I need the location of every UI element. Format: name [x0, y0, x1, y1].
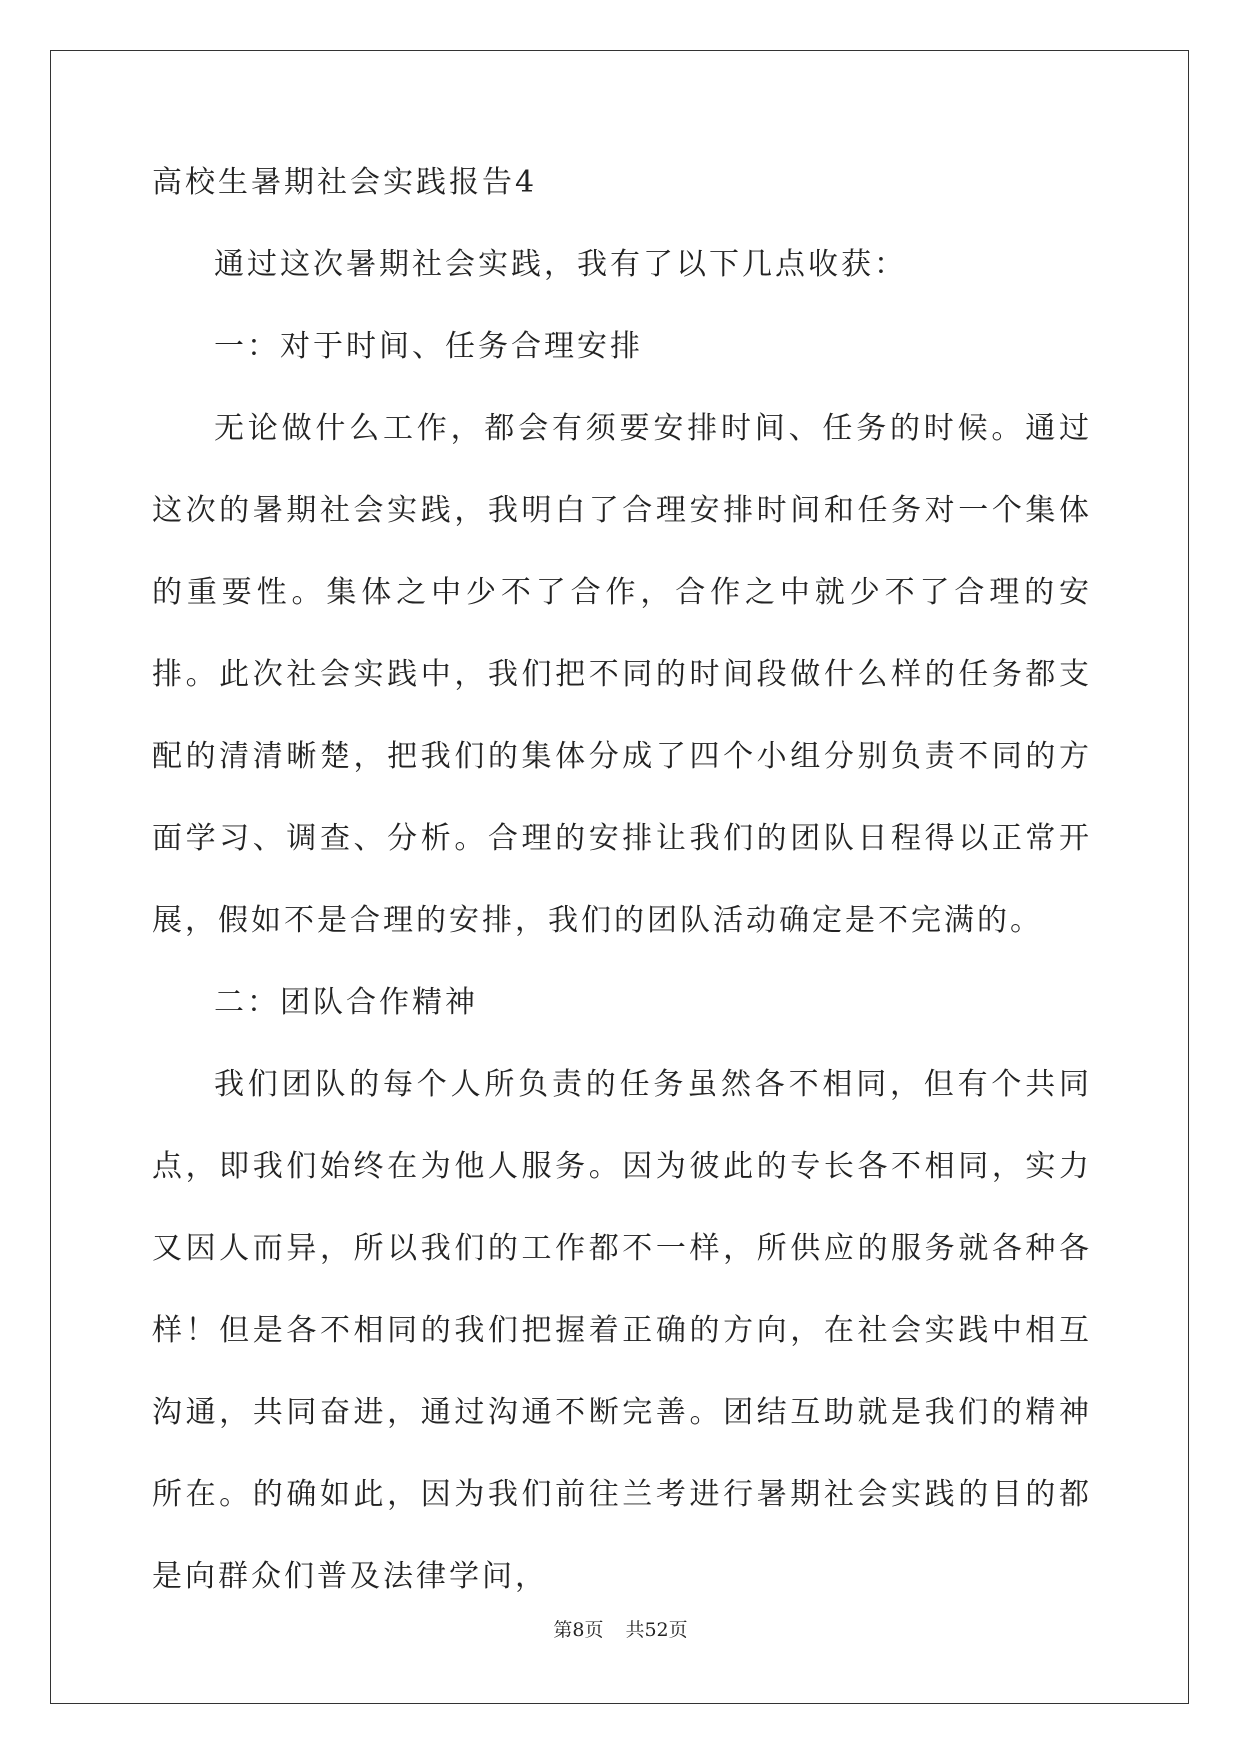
- section-heading-2: 二：团队合作精神: [214, 985, 478, 1020]
- document-title: 高校生暑期社会实践报告4: [152, 165, 538, 200]
- page-footer: [0, 1618, 1241, 1642]
- page-number: 第8页: [553, 1619, 604, 1641]
- intro-paragraph: 通过这次暑期社会实践，我有了以下几点收获：: [214, 247, 907, 282]
- document-body: [152, 165, 1092, 1618]
- section-heading-1: 一：对于时间、任务合理安排: [214, 329, 643, 364]
- page-total: 共52页: [625, 1619, 688, 1641]
- section-1-paragraph: 无论做什么工作，都会有须要安排时间、任务的时候。通过这次的暑期社会实践，我明白了合理安排时间和任务对一个集体的重要性。集体之中少不了合作，合作之中就少不了合理的安排。此次社会实践中，我们把不同的时间段做什么样的任务都支配的清清晰楚，把我们的集体分成了四个小组分别负责不同的方面学习、调查、分析。合理的安排让我们的团队日程得以正常开展，假如不是合理的安排，我们的团队活动确定是不完满的。: [152, 411, 1092, 938]
- section-2-paragraph: 我们团队的每个人所负责的任务虽然各不相同，但有个共同点，即我们始终在为他人服务。因为彼此的专长各不相同，实力又因人而异，所以我们的工作都不一样，所供应的服务就各种各样！但是各不相同的我们把握着正确的方向，在社会实践中相互沟通，共同奋进，通过沟通不断完善。团结互助就是我们的精神所在。的确如此，因为我们前往兰考进行暑期社会实践的目的都是向群众们普及法律学问，: [152, 1067, 1092, 1594]
